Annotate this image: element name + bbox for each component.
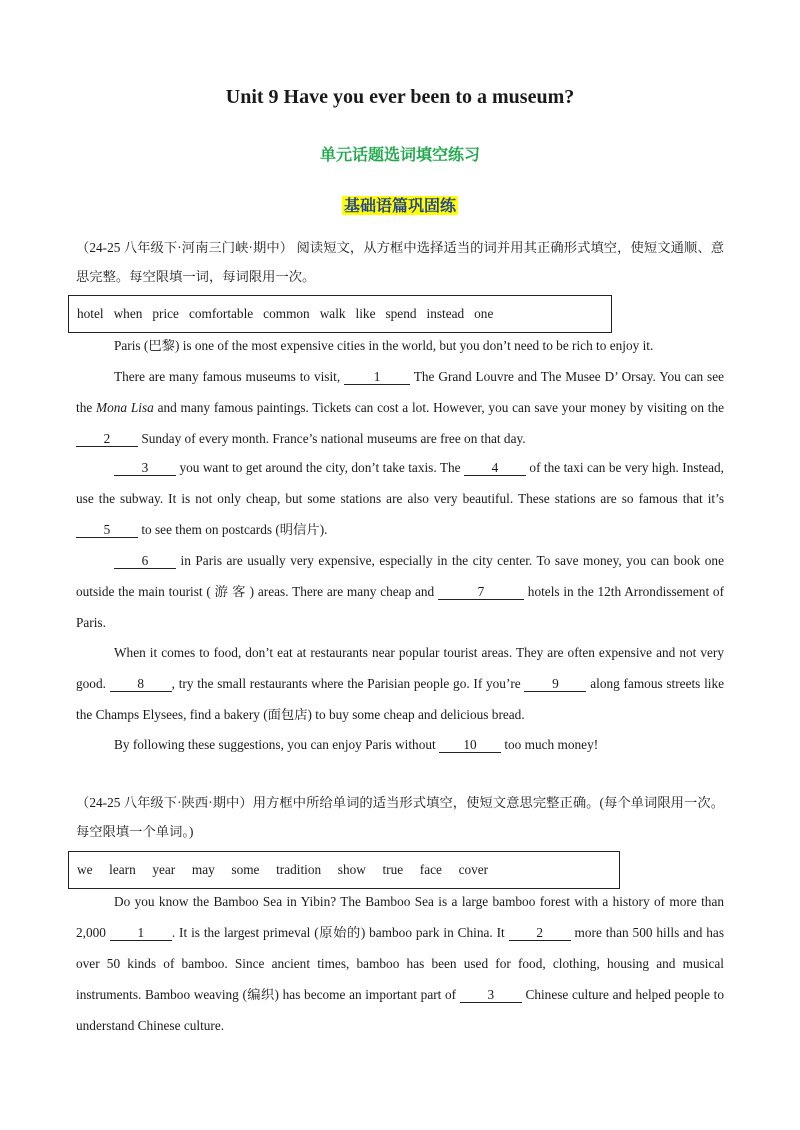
answer-blank[interactable]: 3 (114, 460, 176, 476)
word-box-item: true (382, 862, 404, 877)
exercise-subtitle: 单元话题选词填空练习 (319, 145, 480, 164)
paragraph-text: more than 500 hills and has over 50 kinds of bamboo. Since ancient times, bamboo has been used for food, clothing, housing and musical instruments. Bamboo weaving (编织) has become an important part of (76, 925, 725, 1002)
passage1-paragraph-4 (76, 545, 724, 638)
word-box-item: some (231, 862, 260, 877)
word-box-item: cover (458, 862, 489, 877)
passage1-paragraph-2 (76, 361, 724, 454)
word-box-item: may (191, 862, 215, 877)
passage1-paragraph-3 (76, 452, 724, 545)
word-box-item: hotel (77, 306, 104, 321)
paragraph-text: along famous streets like the Champs Elysees, find a bakery (面包店) to buy some cheap and delicious bread. (76, 676, 725, 722)
section-heading: 基础语篇巩固练 (343, 196, 456, 215)
italic-title: Mona Lisa (96, 400, 154, 415)
word-box-item: comfortable (188, 306, 254, 321)
answer-blank[interactable]: 2 (76, 431, 138, 447)
paragraph-text: you want to get around the city, don’t take taxis. The (179, 460, 461, 475)
paragraph-text: , try the small restaurants where the Parisian people go. If you’re (171, 676, 521, 691)
word-box-item: one (474, 306, 494, 321)
paragraph-text: When it comes to food, don’t eat at restaurants near popular tourist areas. They are often expensive and not very good. (76, 645, 724, 691)
paragraph-text: . It is the largest primeval (原始的) bamboo park in China. It (171, 925, 505, 940)
section-heading-wrap (0, 193, 800, 216)
paragraph-text: Chinese culture and helped people to understand Chinese culture. (76, 987, 725, 1033)
answer-blank[interactable]: 4 (464, 460, 526, 476)
word-box-item: when (113, 306, 143, 321)
word-box-item: learn (109, 862, 136, 877)
passage1-instruction: （24-25 八年级下·河南三门峡·期中） 阅读短文，从方框中选择适当的词并用其正确形式填空，使短文通顺、意思完整。每空限填一词，每词限用一次。 (76, 240, 724, 284)
word-box-item: show (337, 862, 366, 877)
answer-blank[interactable]: 5 (76, 522, 138, 538)
paragraph-text: and many famous paintings. Tickets can cost a lot. However, you can save your money by visiting on the (157, 400, 725, 415)
passage2-word-box (68, 851, 620, 889)
paragraph-text: The Grand Louvre and The Musee D’ Orsay. You can see the (76, 369, 725, 415)
paragraph-text: Sunday of every month. France’s national museums are free on that day. (141, 431, 526, 446)
paragraph-text: Do you know the Bamboo Sea in Yibin? The Bamboo Sea is a large bamboo forest with a history of more than 2,000 (76, 894, 724, 940)
passage1-paragraph-5 (76, 637, 724, 730)
word-box-item: tradition (276, 862, 322, 877)
word-box-item: year (152, 862, 176, 877)
word-box-item: common (263, 306, 310, 321)
unit-title: Unit 9 Have you ever been to a museum? (225, 86, 575, 108)
paragraph-text: hotels in the 12th Arrondissement of Paris. (76, 584, 725, 630)
paragraph-text: There are many famous museums to visit, (114, 369, 341, 384)
paragraph-text: of the taxi can be very high. Instead, use the subway. It is not only cheap, but some stations are also very beautiful. These stations are so famous that it’s (76, 460, 725, 506)
answer-blank[interactable]: 1 (110, 925, 172, 941)
passage2-paragraph-1 (76, 886, 724, 1041)
passage1-paragraph-1: Paris (巴黎) is one of the most expensive cities in the world, but you don’t need to be rich to enjoy it. (114, 338, 654, 353)
answer-blank[interactable]: 6 (114, 553, 176, 569)
passage1-paragraph-6 (76, 729, 724, 760)
answer-blank[interactable]: 9 (524, 676, 586, 692)
answer-blank[interactable]: 3 (460, 987, 522, 1003)
word-box-item: like (355, 306, 376, 321)
word-box-item: price (152, 306, 179, 321)
paragraph-text: to see them on postcards (明信片). (141, 522, 328, 537)
word-box-item: spend (385, 306, 417, 321)
answer-blank[interactable]: 2 (509, 925, 571, 941)
paragraph-text: in Paris are usually very expensive, especially in the city center. To save money, you can book one outside the main tourist ( 游 客 ) areas. There are many cheap and (76, 553, 724, 599)
word-box-item: walk (319, 306, 346, 321)
passage2-instruction: （24-25 八年级下·陕西·期中）用方框中所给单词的适当形式填空，使短文意思完整正确。(每个单词限用一次。每空限填一个单词。) (76, 795, 724, 839)
answer-blank[interactable]: 8 (110, 676, 172, 692)
word-box-item: instead (426, 306, 465, 321)
paragraph-text: too much money! (504, 737, 599, 752)
answer-blank[interactable]: 1 (344, 369, 410, 385)
answer-blank[interactable]: 7 (438, 584, 524, 600)
word-box-item: we (77, 862, 93, 877)
paragraph-text: By following these suggestions, you can enjoy Paris without (114, 737, 436, 752)
passage1-word-box (68, 295, 612, 333)
answer-blank[interactable]: 10 (439, 737, 501, 753)
word-box-item: face (419, 862, 442, 877)
